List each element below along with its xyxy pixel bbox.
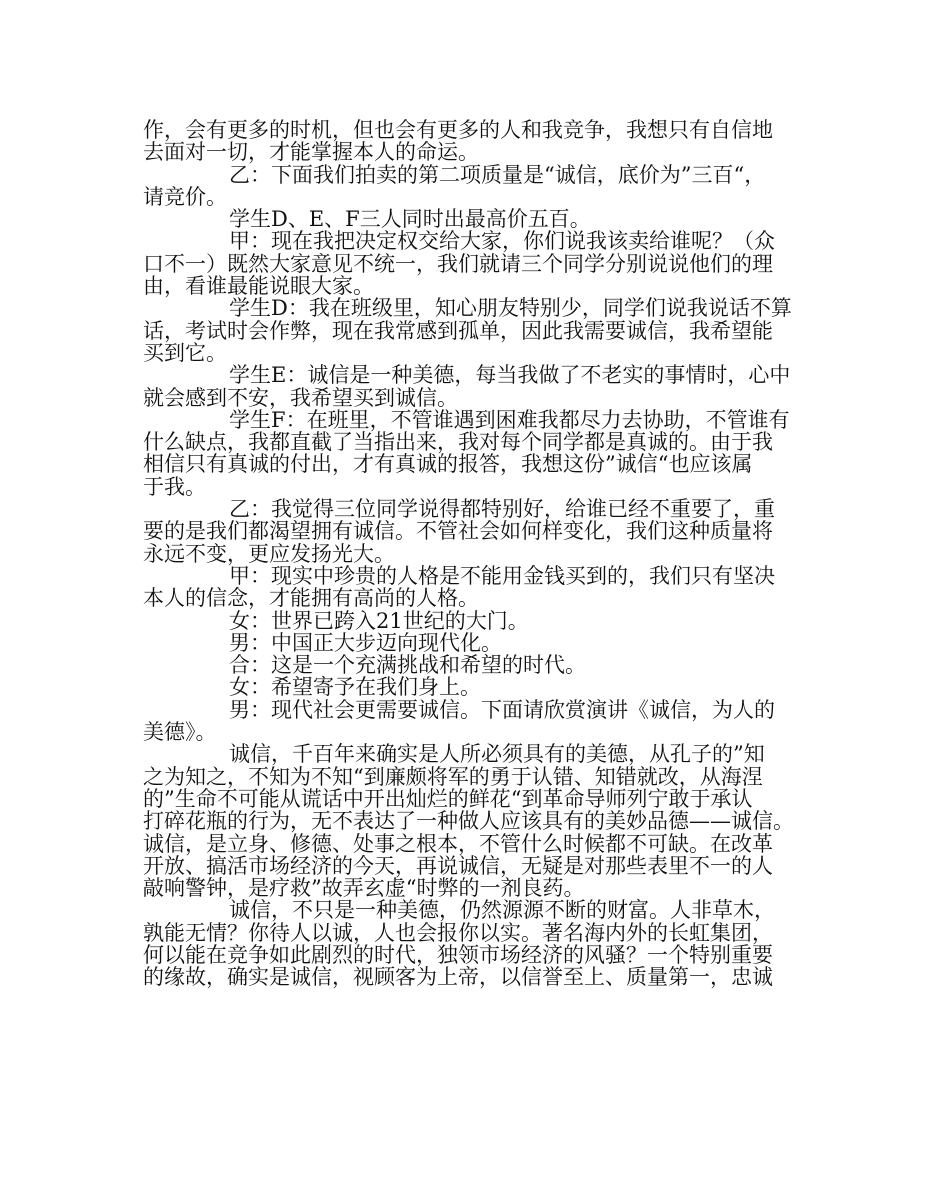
text-line: 之为知之，不知为不知“到廉颇将军的勇于认错、知错就改，从海涅 (143, 764, 763, 789)
paragraph-first-line: 乙：下面我们拍卖的第二项质量是“诚信，底价为”三百“， (229, 162, 766, 187)
paragraph-first-line: 诚信，不只是一种美德，仍然源源不断的财富。人非草木， (229, 898, 775, 923)
text-line: 相信只有真诚的付出，才有真诚的报答，我想这份”诚信“也应该属 (143, 452, 753, 477)
paragraph-first-line: 男：中国正大步迈向现代化。 (229, 630, 502, 655)
paragraph-first-line: 女：希望寄予在我们身上。 (229, 675, 481, 700)
text-line: 何以能在竞争如此剧烈的时代，独领市场经济的风骚？一个特别重要 (143, 942, 773, 967)
text-line: 开放、搞活市场经济的今天，再说诚信，无疑是对那些表里不一的人 (143, 853, 773, 878)
paragraph-first-line: 学生D：我在班级里，知心朋友特别少，同学们说我说话不算 (229, 296, 792, 321)
text-line: 由，看谁最能说眼大家。 (143, 274, 374, 299)
text-line: 打碎花瓶的行为，无不表达了一种做人应该具有的美妙品德——诚信。 (143, 809, 794, 834)
paragraph-first-line: 男：现代社会更需要诚信。下面请欣赏演讲《诚信，为人的 (229, 697, 775, 722)
text-line: 于我。 (143, 474, 206, 499)
paragraph-first-line: 甲：现在我把决定权交给大家，你们说我该卖给谁呢？（众 (229, 229, 775, 254)
paragraph-first-line: 乙：我觉得三位同学说得都特别好，给谁已经不重要了，重 (229, 497, 775, 522)
text-line: 去面对一切，才能掌握本人的命运。 (143, 140, 479, 165)
text-line: 口不一）既然大家意见不统一，我们就请三个同学分别说说他们的理 (143, 251, 773, 276)
text-line: 要的是我们都渴望拥有诚信。不管社会如何样变化，我们这种质量将 (143, 519, 773, 544)
text-line: 的缘故，确实是诚信，视顾客为上帝，以信誉至上、质量第一，忠诚 (143, 965, 773, 990)
paragraph-first-line: 女：世界已跨入21世纪的大门。 (229, 608, 529, 633)
text-line: 诚信，是立身、修德、处事之根本，不管什么时候都不可缺。在改革 (143, 831, 773, 856)
paragraph-first-line: 合：这是一个充满挑战和希望的时代。 (229, 653, 586, 678)
text-line: 话，考试时会作弊，现在我常感到孤单，因此我需要诚信，我希望能 (143, 318, 773, 343)
text-line: 请竞价。 (143, 184, 227, 209)
text-line: 敲响警钟，是疗救”故弄玄虚“时弊的一剂良药。 (143, 876, 585, 901)
text-line: 永远不变，更应发扬光大。 (143, 541, 395, 566)
paragraph-first-line: 学生D、E、F三人同时出最高价五百。 (229, 207, 591, 232)
paragraph-first-line: 诚信，千百年来确实是人所必须具有的美德，从孔子的”知 (229, 742, 765, 767)
paragraph-first-line: 学生E：诚信是一种美德，每当我做了不老实的事情时，心中 (229, 363, 791, 388)
paragraph-first-line: 学生F：在班里，不管谁遇到困难我都尽力去协助，不管谁有 (229, 407, 790, 432)
text-line: 的”生命不可能从谎话中开出灿烂的鲜花“到革命导师列宁敢于承认 (143, 786, 753, 811)
text-line: 买到它。 (143, 340, 227, 365)
text-line: 什么缺点，我都直截了当指出来，我对每个同学都是真诚的。由于我 (143, 430, 773, 455)
text-line: 孰能无情？你待人以诚，人也会报你以实。著名海内外的长虹集团， (143, 920, 773, 945)
text-line: 本人的信念，才能拥有高尚的人格。 (143, 586, 479, 611)
text-line: 作，会有更多的时机，但也会有更多的人和我竞争，我想只有自信地 (143, 118, 773, 142)
paragraph-first-line: 甲：现实中珍贵的人格是不能用金钱买到的，我们只有坚决 (229, 563, 775, 588)
text-line: 美德》。 (143, 720, 217, 745)
text-line: 就会感到不安，我希望买到诚信。 (143, 385, 458, 410)
document-body (143, 119, 843, 989)
